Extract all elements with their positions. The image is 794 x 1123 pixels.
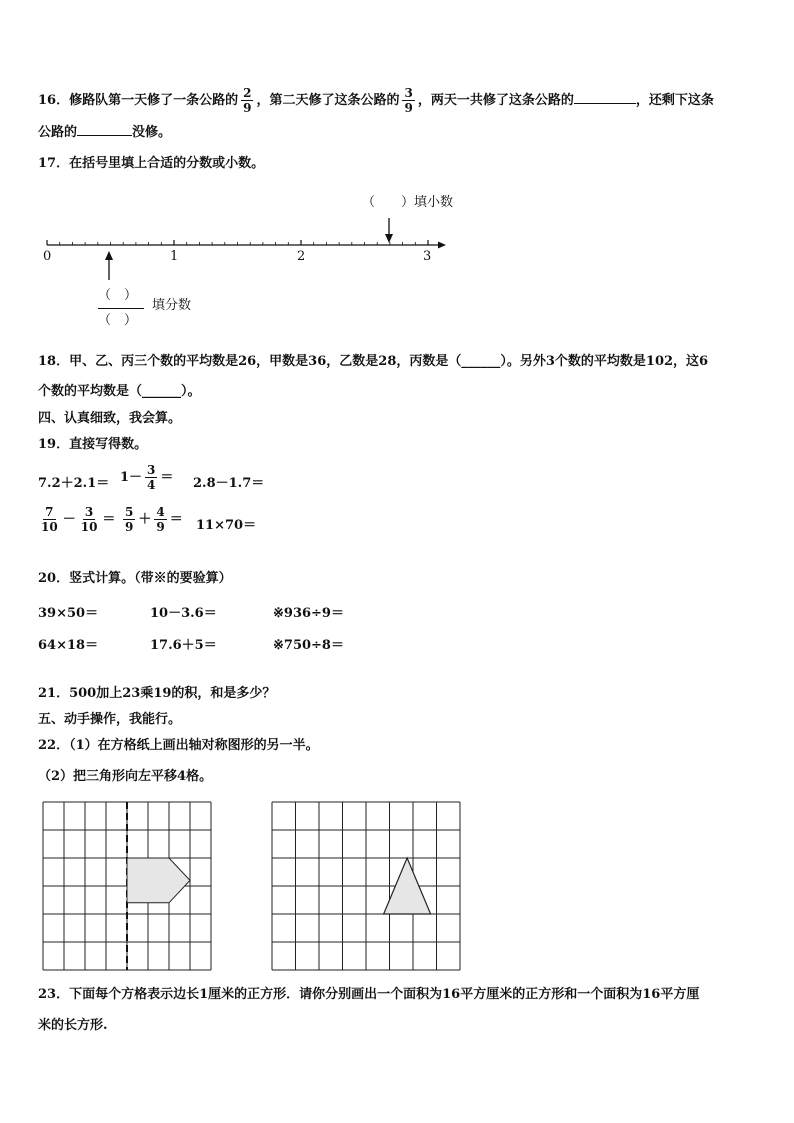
q23-line2: 米的长方形.	[38, 1018, 108, 1033]
half-shape	[127, 858, 190, 903]
fraction-pointer-arrow	[105, 251, 113, 260]
calc-2: 10－3.6＝	[150, 606, 217, 621]
calc-6: ※750÷8＝	[273, 638, 344, 653]
grid-left[interactable]	[43, 802, 211, 970]
fraction-answer-den[interactable]: （ ）	[98, 313, 138, 328]
fraction-label: 填分数	[152, 298, 192, 313]
q22-part2: （2）把三角形向左平移4格。	[38, 769, 213, 784]
tick-label-3: 3	[423, 249, 432, 264]
tick-label-1: 1	[170, 249, 179, 264]
expr-4: $\frac{7}{10}$ － $\frac{3}{10}$ ＝	[41, 505, 116, 534]
expr-1: 7.2＋2.1＝	[38, 476, 110, 491]
q19-title: 19．直接写得数。	[38, 437, 148, 452]
tick-label-2: 2	[297, 249, 306, 264]
decimal-pointer-arrow	[385, 234, 393, 243]
grid-right[interactable]	[272, 802, 460, 970]
section-5-title: 五、动手操作，我能行。	[38, 712, 182, 727]
section-4-title: 四、认真细致，我会算。	[38, 411, 182, 426]
fraction-3-9: $\frac{3}{9}$	[404, 86, 413, 115]
decimal-label: （ ）填小数	[362, 195, 454, 210]
number-line-arrowhead	[438, 242, 446, 249]
expr-5: $\frac{5}{9}$ ＋ $\frac{4}{9}$ ＝	[125, 505, 183, 534]
calc-3: ※936÷9＝	[273, 606, 344, 621]
calc-5: 17.6＋5＝	[150, 638, 217, 653]
fraction-answer-bar	[98, 308, 144, 309]
calc-1: 39×50＝	[38, 606, 99, 621]
q20-title: 20．竖式计算。（带※的要验算）	[38, 571, 232, 586]
q18-line2: 个数的平均数是（______）。	[38, 384, 201, 399]
calc-4: 64×18＝	[38, 638, 99, 653]
fraction-answer-num[interactable]: （ ）	[98, 288, 138, 303]
number-line	[47, 218, 446, 280]
q21-text: 21．500加上23乘19的积，和是多少？	[38, 686, 276, 701]
q17-title: 17．在括号里填上合适的分数或小数。	[38, 156, 265, 171]
expr-6: 11×70＝	[196, 518, 257, 533]
q16-line1: 16．修路队第一天修了一条公路的 $\frac{2}{9}$ ，第二天修了这条公路的 $\frac{3}{9}$ ，两天一共修了这条公路的 ，还剩下这条	[38, 86, 714, 115]
q16-line2: 公路的 没修。	[38, 125, 172, 140]
tick-label-0: 0	[43, 249, 52, 264]
fraction-2-9: $\frac{2}{9}$	[243, 86, 252, 115]
q22-part1: 22．（1）在方格纸上画出轴对称图形的另一半。	[38, 738, 319, 753]
expr-2: 1－ $\frac{3}{4}$ ＝	[120, 463, 174, 492]
expr-3: 2.8－1.7＝	[193, 476, 265, 491]
q18-line1: 18．甲、乙、丙三个数的平均数是26，甲数是36，乙数是28，丙数是（______）。另外3个数的平均数是102，这6	[38, 354, 709, 369]
q23-line1: 23．下面每个方格表示边长1厘米的正方形．请你分别画出一个面积为16平方厘米的正方形和一个面积为16平方厘	[38, 987, 700, 1002]
